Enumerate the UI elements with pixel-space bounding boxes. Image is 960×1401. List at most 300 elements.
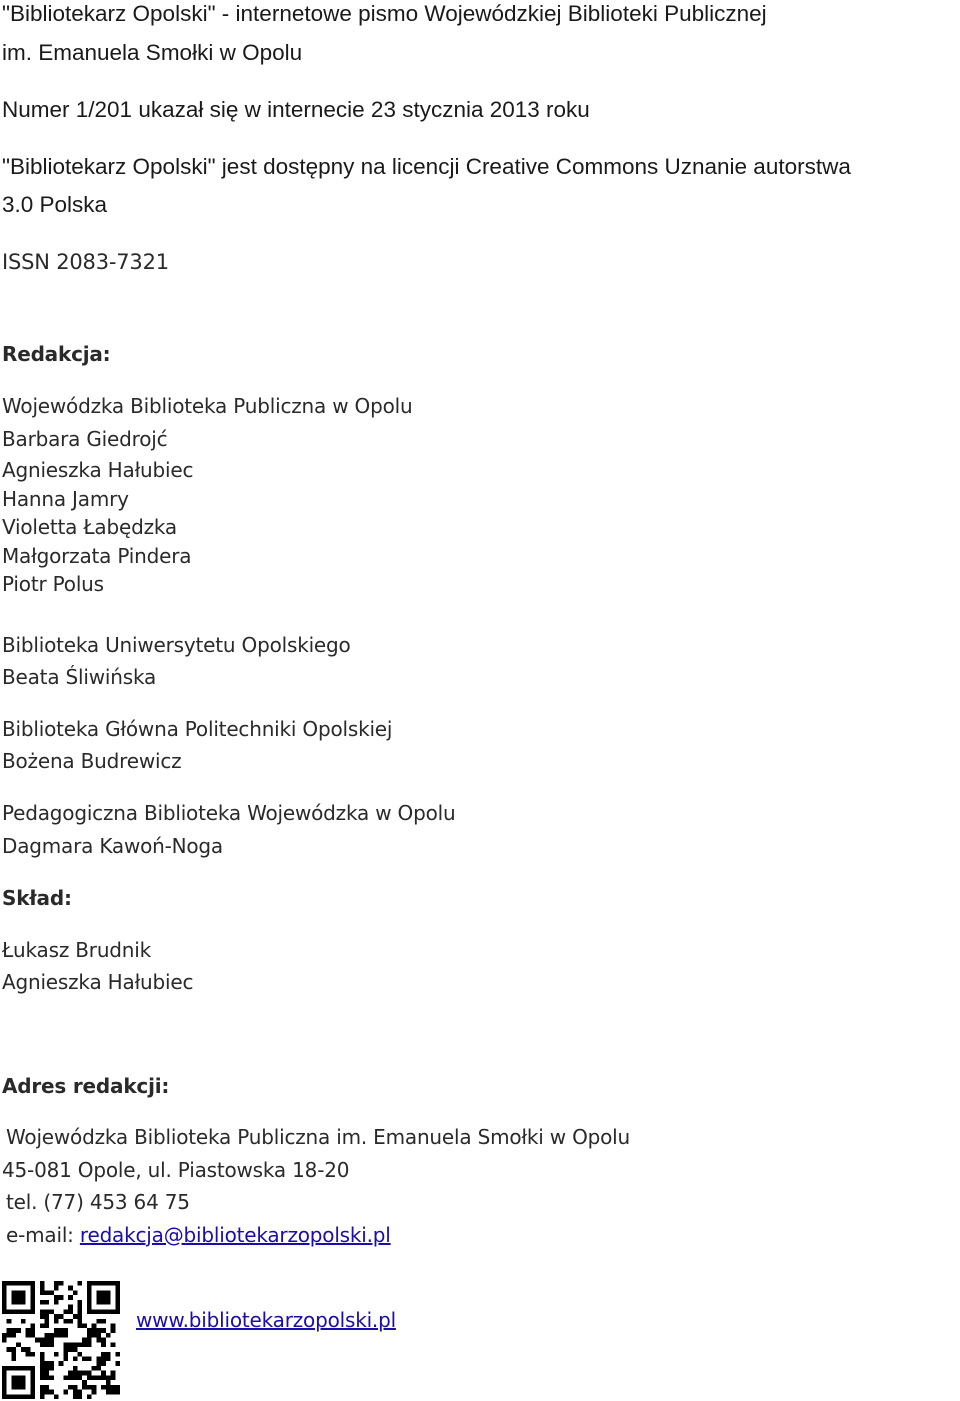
title-line-2: im. Emanuela Smołki w Opolu: [2, 40, 303, 65]
qr-module: [101, 1328, 106, 1333]
qr-module: [106, 1290, 111, 1295]
typesetter-name: Łukasz Brudnik: [2, 938, 152, 962]
qr-module: [87, 1338, 92, 1343]
qr-module: [30, 1380, 35, 1385]
qr-module: [82, 1371, 87, 1376]
qr-module: [26, 1394, 31, 1399]
qr-module: [87, 1305, 92, 1310]
qr-module: [7, 1347, 12, 1352]
qr-module: [11, 1333, 16, 1338]
qr-module: [21, 1375, 26, 1380]
qr-module: [73, 1314, 78, 1319]
qr-module: [92, 1328, 97, 1333]
qr-module: [16, 1380, 21, 1385]
member-name: Beata Śliwińska: [2, 665, 157, 689]
member-name: Violetta Łabędzka: [2, 515, 177, 539]
qr-module: [96, 1366, 101, 1371]
qr-module: [63, 1352, 68, 1357]
qr-module: [40, 1309, 45, 1314]
qr-module: [68, 1286, 73, 1291]
qr-module: [16, 1394, 21, 1399]
qr-module: [59, 1333, 64, 1338]
qr-module: [87, 1371, 92, 1376]
qr-module: [44, 1290, 49, 1295]
qr-module: [26, 1281, 31, 1286]
qr-module: [16, 1300, 21, 1305]
qr-module: [2, 1338, 7, 1343]
qr-module: [87, 1295, 92, 1300]
qr-module: [54, 1319, 59, 1324]
qr-module: [106, 1309, 111, 1314]
qr-module: [30, 1328, 35, 1333]
qr-module: [40, 1361, 45, 1366]
qr-module: [16, 1342, 21, 1347]
qr-module: [40, 1290, 45, 1295]
qr-module: [68, 1305, 73, 1310]
qr-module: [11, 1309, 16, 1314]
qr-module: [40, 1352, 45, 1357]
qr-module: [49, 1390, 54, 1395]
qr-module: [11, 1385, 16, 1390]
qr-module: [44, 1323, 49, 1328]
qr-module: [68, 1371, 73, 1376]
qr-module: [35, 1338, 40, 1343]
qr-module: [40, 1323, 45, 1328]
qr-module: [115, 1295, 120, 1300]
qr-module: [49, 1366, 54, 1371]
qr-module: [87, 1290, 92, 1295]
member-name: Barbara Giedrojć: [2, 427, 168, 451]
qr-module: [40, 1394, 45, 1399]
qr-module: [106, 1333, 111, 1338]
qr-module: [101, 1290, 106, 1295]
qr-module: [96, 1338, 101, 1343]
qr-module: [106, 1385, 111, 1390]
qr-module: [59, 1361, 64, 1366]
qr-code-icon: [2, 1281, 120, 1399]
qr-module: [106, 1357, 111, 1362]
qr-module: [96, 1375, 101, 1380]
qr-module: [21, 1295, 26, 1300]
qr-module: [21, 1380, 26, 1385]
qr-module: [78, 1300, 83, 1305]
address-email-line: [6, 1225, 391, 1245]
qr-module: [2, 1394, 7, 1399]
qr-module: [40, 1286, 45, 1291]
qr-module: [30, 1371, 35, 1376]
qr-module: [21, 1290, 26, 1295]
qr-module: [68, 1385, 73, 1390]
qr-module: [2, 1333, 7, 1338]
qr-module: [73, 1290, 78, 1295]
qr-module: [63, 1342, 68, 1347]
qr-module: [59, 1281, 64, 1286]
qr-module: [30, 1305, 35, 1310]
qr-module: [68, 1295, 73, 1300]
qr-module: [30, 1309, 35, 1314]
qr-module: [40, 1357, 45, 1362]
institution-wbp: Wojewódzka Biblioteka Publiczna w Opolu: [2, 394, 413, 418]
qr-module: [26, 1366, 31, 1371]
qr-module: [115, 1390, 120, 1395]
qr-module: [2, 1290, 7, 1295]
qr-module: [68, 1309, 73, 1314]
qr-module: [87, 1375, 92, 1380]
qr-module: [49, 1342, 54, 1347]
qr-module: [21, 1385, 26, 1390]
qr-module: [101, 1375, 106, 1380]
qr-module: [82, 1380, 87, 1385]
qr-module: [16, 1281, 21, 1286]
qr-module: [101, 1309, 106, 1314]
qr-module: [44, 1371, 49, 1376]
qr-module: [63, 1375, 68, 1380]
qr-module: [96, 1281, 101, 1286]
qr-module: [59, 1314, 64, 1319]
qr-module: [115, 1361, 120, 1366]
qr-module: [87, 1281, 92, 1286]
qr-module: [68, 1347, 73, 1352]
qr-module: [40, 1371, 45, 1376]
qr-module: [11, 1357, 16, 1362]
member-name: Bożena Budrewicz: [2, 749, 182, 773]
qr-module: [44, 1314, 49, 1319]
qr-module: [30, 1333, 35, 1338]
qr-module: [11, 1300, 16, 1305]
qr-module: [87, 1333, 92, 1338]
qr-module: [96, 1290, 101, 1295]
qr-module: [21, 1319, 26, 1324]
qr-module: [30, 1286, 35, 1291]
qr-module: [59, 1328, 64, 1333]
issue-info: Numer 1/201 ukazał się w internecie 23 stycznia 2013 roku: [2, 97, 590, 122]
qr-module: [63, 1347, 68, 1352]
address-phone: tel. (77) 453 64 75: [6, 1190, 190, 1214]
qr-module: [68, 1319, 73, 1324]
qr-module: [82, 1385, 87, 1390]
qr-module: [2, 1300, 7, 1305]
qr-module: [16, 1328, 21, 1333]
qr-module: [21, 1394, 26, 1399]
qr-module: [78, 1323, 83, 1328]
qr-module: [54, 1281, 59, 1286]
qr-module: [115, 1286, 120, 1291]
qr-module: [44, 1366, 49, 1371]
qr-module: [11, 1290, 16, 1295]
qr-module: [96, 1309, 101, 1314]
address-line-2: 45-081 Opole, ul. Piastowska 18-20: [2, 1158, 350, 1182]
qr-module: [11, 1295, 16, 1300]
qr-module: [2, 1295, 7, 1300]
qr-module: [111, 1375, 116, 1380]
qr-module: [16, 1309, 21, 1314]
qr-module: [16, 1290, 21, 1295]
issn: ISSN 2083-7321: [2, 250, 169, 274]
qr-module: [63, 1333, 68, 1338]
qr-module: [44, 1333, 49, 1338]
qr-module: [101, 1371, 106, 1376]
address-line-1: Wojewódzka Biblioteka Publiczna im. Emanuela Smołki w Opolu: [6, 1125, 630, 1149]
qr-module: [40, 1375, 45, 1380]
qr-module: [30, 1323, 35, 1328]
qr-module: [111, 1371, 116, 1376]
qr-module: [2, 1385, 7, 1390]
qr-module: [30, 1281, 35, 1286]
qr-module: [54, 1328, 59, 1333]
qr-module: [21, 1281, 26, 1286]
qr-module: [92, 1333, 97, 1338]
qr-module: [78, 1371, 83, 1376]
qr-module: [101, 1300, 106, 1305]
qr-module: [7, 1366, 12, 1371]
qr-module: [2, 1286, 7, 1291]
typesetting-heading: Skład:: [2, 886, 72, 910]
qr-module: [30, 1366, 35, 1371]
qr-module: [11, 1352, 16, 1357]
qr-module: [73, 1375, 78, 1380]
qr-module: [73, 1357, 78, 1362]
qr-module: [49, 1338, 54, 1343]
qr-module: [30, 1290, 35, 1295]
qr-module: [115, 1352, 120, 1357]
typesetter-name: Agnieszka Hałubiec: [2, 970, 194, 994]
qr-module: [111, 1323, 116, 1328]
qr-module: [44, 1300, 49, 1305]
qr-module: [63, 1328, 68, 1333]
qr-module: [40, 1338, 45, 1343]
qr-module: [101, 1342, 106, 1347]
qr-module: [44, 1342, 49, 1347]
qr-module: [68, 1375, 73, 1380]
qr-module: [16, 1385, 21, 1390]
qr-module: [54, 1333, 59, 1338]
qr-module: [96, 1319, 101, 1324]
qr-module: [73, 1390, 78, 1395]
qr-module: [106, 1295, 111, 1300]
qr-module: [111, 1309, 116, 1314]
member-name: Agnieszka Hałubiec: [2, 458, 194, 482]
qr-module: [101, 1338, 106, 1343]
qr-module: [30, 1375, 35, 1380]
qr-module: [11, 1380, 16, 1385]
qr-module: [106, 1380, 111, 1385]
qr-module: [78, 1305, 83, 1310]
qr-module: [30, 1385, 35, 1390]
qr-module: [54, 1352, 59, 1357]
qr-module: [78, 1394, 83, 1399]
qr-module: [87, 1342, 92, 1347]
qr-module: [78, 1390, 83, 1395]
qr-module: [115, 1385, 120, 1390]
qr-module: [73, 1342, 78, 1347]
email-link[interactable]: redakcja@bibliotekarzopolski.pl: [79, 1223, 391, 1247]
qr-module: [111, 1342, 116, 1347]
qr-module: [21, 1309, 26, 1314]
qr-module: [87, 1309, 92, 1314]
member-name: Dagmara Kawoń-Noga: [2, 834, 223, 858]
institution-pbw: Pedagogiczna Biblioteka Wojewódzka w Opolu: [2, 801, 456, 825]
qr-module: [11, 1366, 16, 1371]
qr-module: [7, 1333, 12, 1338]
qr-module: [101, 1295, 106, 1300]
qr-module: [101, 1385, 106, 1390]
qr-module: [92, 1323, 97, 1328]
qr-module: [54, 1394, 59, 1399]
qr-module: [63, 1357, 68, 1362]
qr-module: [111, 1328, 116, 1333]
qr-module: [2, 1371, 7, 1376]
qr-module: [30, 1300, 35, 1305]
qr-module: [96, 1295, 101, 1300]
qr-module: [40, 1314, 45, 1319]
qr-module: [11, 1375, 16, 1380]
qr-module: [115, 1281, 120, 1286]
qr-module: [7, 1394, 12, 1399]
qr-module: [26, 1352, 31, 1357]
qr-module: [30, 1390, 35, 1395]
qr-module: [11, 1347, 16, 1352]
qr-module: [2, 1309, 7, 1314]
qr-module: [63, 1319, 68, 1324]
member-name: Piotr Polus: [2, 572, 104, 596]
qr-module: [54, 1300, 59, 1305]
qr-module: [92, 1281, 97, 1286]
qr-module: [87, 1394, 92, 1399]
qr-module: [44, 1385, 49, 1390]
qr-module: [106, 1352, 111, 1357]
qr-module: [7, 1281, 12, 1286]
qr-module: [78, 1314, 83, 1319]
qr-module: [101, 1361, 106, 1366]
qr-module: [40, 1385, 45, 1390]
qr-module: [82, 1323, 87, 1328]
editorial-heading: Redakcja:: [2, 342, 111, 366]
qr-module: [92, 1385, 97, 1390]
qr-module: [87, 1286, 92, 1291]
qr-module: [44, 1309, 49, 1314]
qr-module: [21, 1347, 26, 1352]
qr-module: [26, 1347, 31, 1352]
qr-module: [54, 1314, 59, 1319]
qr-module: [30, 1352, 35, 1357]
email-label: e-mail:: [6, 1223, 80, 1247]
qr-module: [106, 1300, 111, 1305]
qr-module: [68, 1342, 73, 1347]
title-line-1: "Bibliotekarz Opolski" - internetowe pismo Wojewódzkiej Biblioteki Publicznej: [2, 1, 767, 26]
qr-module: [16, 1375, 21, 1380]
qr-module: [73, 1394, 78, 1399]
qr-module: [87, 1300, 92, 1305]
qr-module: [73, 1385, 78, 1390]
qr-module: [49, 1375, 54, 1380]
qr-module: [96, 1357, 101, 1362]
qr-module: [16, 1366, 21, 1371]
member-name: Hanna Jamry: [2, 487, 129, 511]
qr-module: [11, 1328, 16, 1333]
qr-module: [82, 1357, 87, 1362]
qr-module: [101, 1357, 106, 1362]
member-name: Małgorzata Pindera: [2, 544, 192, 568]
qr-module: [115, 1305, 120, 1310]
qr-module: [115, 1290, 120, 1295]
qr-module: [92, 1309, 97, 1314]
qr-module: [2, 1281, 7, 1286]
qr-module: [2, 1366, 7, 1371]
qr-module: [101, 1319, 106, 1324]
qr-module: [2, 1375, 7, 1380]
qr-module: [11, 1281, 16, 1286]
institution-po: Biblioteka Główna Politechniki Opolskiej: [2, 717, 393, 741]
qr-module: [73, 1347, 78, 1352]
qr-module: [115, 1309, 120, 1314]
qr-module: [101, 1281, 106, 1286]
qr-module: [96, 1333, 101, 1338]
qr-module: [115, 1300, 120, 1305]
qr-module: [87, 1385, 92, 1390]
qr-module: [111, 1385, 116, 1390]
qr-module: [101, 1352, 106, 1357]
qr-module: [16, 1295, 21, 1300]
qr-module: [78, 1375, 83, 1380]
qr-module: [11, 1394, 16, 1399]
qr-module: [2, 1380, 7, 1385]
qr-module: [96, 1300, 101, 1305]
qr-module: [87, 1328, 92, 1333]
qr-module: [82, 1338, 87, 1343]
qr-module: [40, 1281, 45, 1286]
qr-module: [26, 1328, 31, 1333]
license-line-1: "Bibliotekarz Opolski" jest dostępny na licencji Creative Commons Uznanie autorstwa: [2, 154, 851, 179]
qr-module: [78, 1309, 83, 1314]
qr-module: [106, 1390, 111, 1395]
qr-module: [73, 1371, 78, 1376]
qr-module: [59, 1295, 64, 1300]
qr-module: [78, 1352, 83, 1357]
website-link[interactable]: www.bibliotekarzopolski.pl: [136, 1308, 396, 1332]
qr-module: [111, 1281, 116, 1286]
qr-module: [111, 1390, 116, 1395]
address-heading: Adres redakcji:: [2, 1074, 170, 1098]
qr-module: [92, 1375, 97, 1380]
qr-module: [54, 1295, 59, 1300]
qr-module: [73, 1366, 78, 1371]
qr-module: [54, 1286, 59, 1291]
qr-module: [40, 1390, 45, 1395]
qr-module: [96, 1361, 101, 1366]
qr-module: [49, 1309, 54, 1314]
qr-module: [44, 1361, 49, 1366]
qr-module: [82, 1342, 87, 1347]
qr-module: [92, 1366, 97, 1371]
qr-module: [78, 1319, 83, 1324]
qr-module: [40, 1300, 45, 1305]
qr-module: [26, 1333, 31, 1338]
qr-module: [92, 1390, 97, 1395]
qr-module: [78, 1342, 83, 1347]
qr-module: [40, 1342, 45, 1347]
qr-module: [7, 1309, 12, 1314]
qr-module: [49, 1333, 54, 1338]
qr-module: [49, 1361, 54, 1366]
qr-module: [106, 1375, 111, 1380]
qr-module: [30, 1295, 35, 1300]
qr-module: [78, 1281, 83, 1286]
qr-module: [26, 1309, 31, 1314]
qr-module: [49, 1290, 54, 1295]
qr-module: [44, 1390, 49, 1395]
qr-module: [63, 1309, 68, 1314]
qr-module: [21, 1300, 26, 1305]
